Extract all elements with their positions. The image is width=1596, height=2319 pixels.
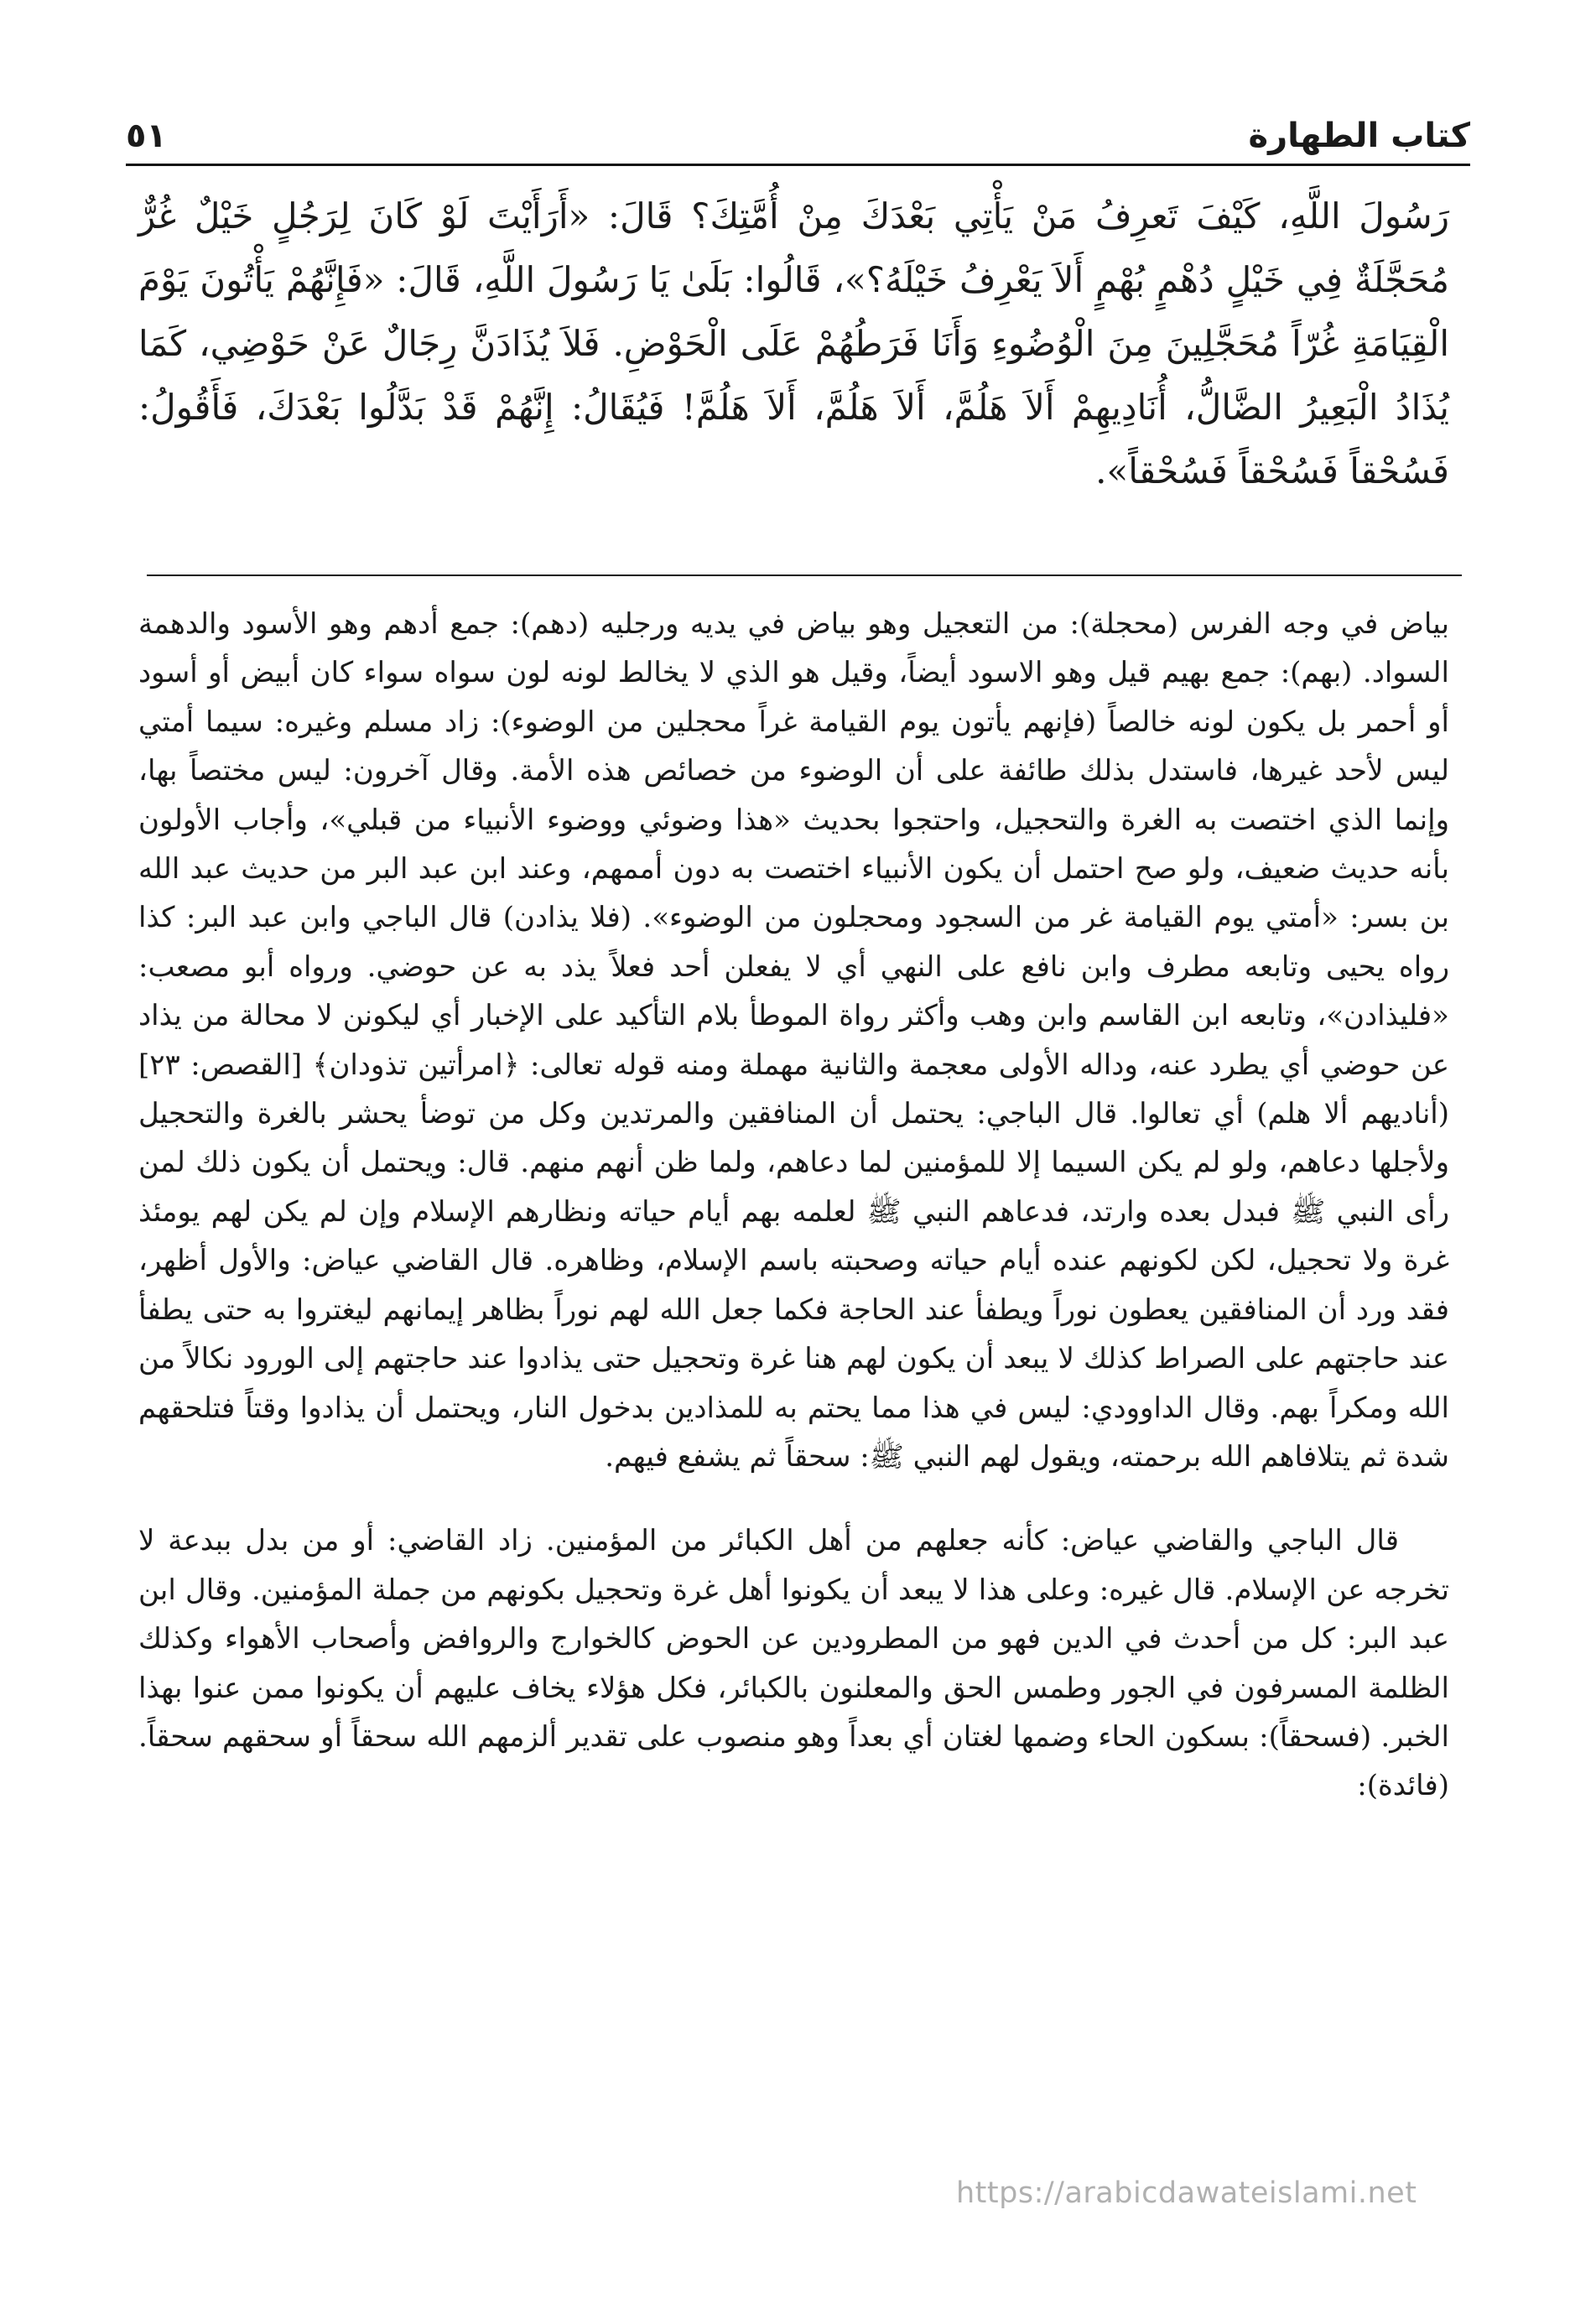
header-rule (126, 164, 1470, 166)
commentary-paragraph-2: قال الباجي والقاضي عياض: كأنه جعلهم من أهل الكبائر من المؤمنين. زاد القاضي: أو من بدل ببدعة لا تخرجه عن الإسلام. قال غيره: وعلى هذا لا يبعد أن يكونوا أهل غرة وتحجيل بكونهم من جملة المؤمنين. وقال ابن عبد البر: كل من أحدث في الدين فهو من المطرودين عن الحوض كالخوارج والروافض وأصحاب الأهواء وكذلك الظلمة المسرفون في الجور وطمس الحق والمعلنون بالكبائر، فكل هؤلاء يخاف عليهم أن يكونوا ممن عنوا بهذا الخبر. (فسحقاً): بسكون الحاء وضمها لغتان أي بعداً وهو منصوب على تقدير ألزمهم الله سحقاً أو سحقهم سحقاً. (فائدة): (138, 1524, 1449, 1803)
footnote-divider (147, 575, 1462, 576)
book-title: كتاب الطهارة (1248, 117, 1470, 155)
website-watermark: https://arabicdawateislami.net (956, 2176, 1417, 2210)
page-header (126, 105, 1470, 155)
commentary-block (138, 600, 1449, 1811)
page-number: ٥١ (126, 117, 167, 155)
hadith-text-block (138, 185, 1449, 503)
commentary-paragraph-1: بياض في وجه الفرس (محجلة): من التعجيل وهو بياض في يديه ورجليه (دهم): جمع أدهم وهو الأسود والدهمة السواد. (بهم): جمع بهيم قيل وهو الاسود أيضاً، وقيل هو الذي لا يخالط لونه لون سواه سواء كان أبيض أو أسود أو أحمر بل يكون لونه خالصاً (فإنهم يأتون يوم القيامة غراً محجلين من الوضوء): زاد مسلم وغيره: سيما أمتي ليس لأحد غيرها، فاستدل بذلك طائفة على أن الوضوء من خصائص هذه الأمة. وقال آخرون: ليس مختصاً بها، وإنما الذي اختصت به الغرة والتحجيل، واحتجوا بحديث «هذا وضوئي ووضوء الأنبياء من قبلي»، وأجاب الأولون بأنه حديث ضعيف، ولو صح احتمل أن يكون الأنبياء اختصت به دون أممهم، وعند ابن عبد البر من حديث عبد الله بن بسر: «أمتي يوم القيامة غر من السجود ومحجلون من الوضوء». (فلا يذادن) قال الباجي وابن عبد البر: كذا رواه يحيى وتابعه مطرف وابن نافع على النهي أي لا يفعلن أحد فعلاً يذد به عن حوضي. ورواه أبو مصعب: «فليذادن»، وتابعه ابن القاسم وابن وهب وأكثر رواة الموطأ بلام التأكيد على الإخبار أي ليكونن لا محالة من يذاد عن حوضي أي يطرد عنه، وداله الأولى معجمة والثانية مهملة ومنه قوله تعالى: ﴿امرأتين تذودان﴾ [القصص: ٢٣] (أناديهم ألا هلم) أي تعالوا. قال الباجي: يحتمل أن المنافقين والمرتدين وكل من توضأ يحشر بالغرة والتحجيل ولأجلها دعاهم، ولو لم يكن السيما إلا للمؤمنين لما دعاهم، ولما ظن أنهم منهم. قال: ويحتمل أن يكون ذلك لمن رأى النبي ﷺ فبدل بعده وارتد، فدعاهم النبي ﷺ لعلمه بهم أيام حياته ونظارهم الإسلام وإن لم يكن لهم يومئذ غرة ولا تحجيل، لكن لكونهم عنده أيام حياته وصحبته باسم الإسلام، وظاهره. قال القاضي عياض: والأول أظهر، فقد ورد أن المنافقين يعطون نوراً ويطفأ عند الحاجة فكما جعل الله لهم نوراً بظاهر إيمانهم ليغتروا به حتى يطفأ عند حاجتهم على الصراط كذلك لا يبعد أن يكون لهم هنا غرة وتحجيل حتى يذادوا عند حاجتهم إلى الورود نكالاً من الله ومكراً بهم. وقال الداوودي: ليس في هذا مما يحتم به للمذادين بدخول النار، ويحتمل أن يذادوا وقتاً فتلحقهم شدة ثم يتلافاهم الله برحمته، ويقول لهم النبي ﷺ: سحقاً ثم يشفع فيهم. (138, 607, 1449, 1474)
hadith-text: رَسُولَ اللَّهِ، كَيْفَ تَعرِفُ مَنْ يَأْتِي بَعْدَكَ مِنْ أُمَّتِكَ؟ قَالَ: «أَرَأَيْتَ لَوْ كَانَ لِرَجُلٍ خَيْلٌ غُرٌّ مُحَجَّلَةٌ فِي خَيْلٍ دُهْمٍ بُهْمٍ أَلاَ يَعْرِفُ خَيْلَهُ؟»، قَالُوا: بَلَىٰ يَا رَسُولَ اللَّهِ، قَالَ: «فَإِنَّهُمْ يَأْتُونَ يَوْمَ الْقِيَامَةِ غُرّاً مُحَجَّلِينَ مِنَ الْوُضُوءِ وَأَنَا فَرَطُهُمْ عَلَى الْحَوْضِ. فَلاَ يُذَادَنَّ رِجَالٌ عَنْ حَوْضِي، كَمَا يُذَادُ الْبَعِيرُ الضَّالُّ، أُنَادِيهِمْ أَلاَ هَلُمَّ، أَلاَ هَلُمَّ، أَلاَ هَلُمَّ! فَيُقَالُ: إِنَّهُمْ قَدْ بَدَّلُوا بَعْدَكَ، فَأَقُولُ: فَسُحْقاً فَسُحْقاً فَسُحْقاً». (138, 195, 1449, 491)
